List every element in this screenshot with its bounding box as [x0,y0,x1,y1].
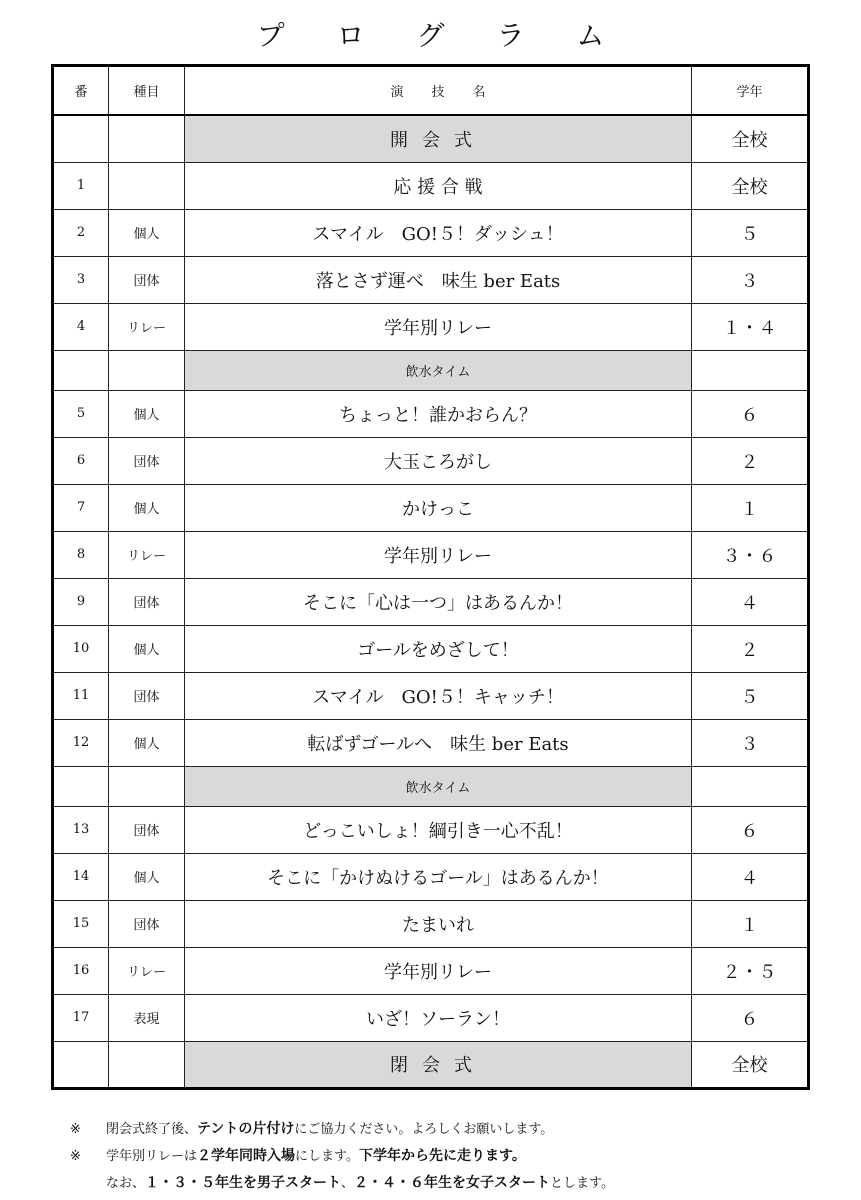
note-text: 閉会式終了後、 [106,1122,198,1137]
cell-no: 10 [53,625,109,672]
ceremony-row [53,1041,809,1088]
cell-no [53,1041,109,1088]
cell-grade: ４ [692,853,809,900]
cell-type: 個人 [109,853,185,900]
note-text: なお、 [106,1176,146,1191]
cell-grade: ３ [692,719,809,766]
cell-type [109,1041,185,1088]
cell-name: ゴールをめざして！ [185,625,692,672]
table-row [53,484,809,531]
table-row [53,853,809,900]
cell-grade [692,766,809,806]
cell-no: 6 [53,437,109,484]
break-row [53,350,809,390]
cell-name: いざ！ソーラン！ [185,994,692,1041]
note-2 [70,1143,850,1170]
cell-no: 5 [53,390,109,437]
cell-type: 団体 [109,256,185,303]
cell-no: 1 [53,162,109,209]
table-header-row [53,66,809,116]
cell-grade: ５ [692,209,809,256]
table-row [53,625,809,672]
cell-name: スマイル GO!５！キャッチ！ [185,672,692,719]
table-row [53,578,809,625]
table-row [53,994,809,1041]
cell-type: 団体 [109,578,185,625]
cell-name: 飲水タイム [185,766,692,806]
cell-name: 応 援 合 戦 [185,162,692,209]
cell-name: 飲水タイム [185,350,692,390]
table-row [53,437,809,484]
note-mark: ※ [70,1149,81,1164]
cell-grade: ３・６ [692,531,809,578]
cell-grade: ２ [692,625,809,672]
cell-name: そこに「心は一つ」はあるんか！ [185,578,692,625]
cell-grade: ２・５ [692,947,809,994]
table-row [53,900,809,947]
break-row [53,766,809,806]
cell-name: 落とさず運べ 味生 ber Eats [185,256,692,303]
table-row [53,256,809,303]
note-text: 学年別リレーは [106,1149,198,1164]
table-row [53,162,809,209]
cell-no: 2 [53,209,109,256]
cell-name: 閉会式 [185,1041,692,1088]
note-emphasis: テントの片付け [197,1121,295,1137]
cell-grade: １ [692,900,809,947]
cell-grade: １・４ [692,303,809,350]
cell-type: 個人 [109,390,185,437]
cell-name: 大玉ころがし [185,437,692,484]
cell-no: 15 [53,900,109,947]
cell-name: たまいれ [185,900,692,947]
cell-no: 16 [53,947,109,994]
cell-name: 学年別リレー [185,303,692,350]
note-1 [70,1116,850,1143]
table-row [53,672,809,719]
cell-no: 8 [53,531,109,578]
cell-grade: ５ [692,672,809,719]
cell-no: 9 [53,578,109,625]
cell-name: 転ばずゴールへ 味生 ber Eats [185,719,692,766]
cell-grade: １ [692,484,809,531]
note-text: にご協力ください。よろしくお願いします。 [294,1122,554,1137]
table-row [53,303,809,350]
header-name: 演技名 [185,66,692,116]
cell-grade: 全校 [692,115,809,162]
note-text: とします。 [550,1176,614,1191]
program-rows [53,115,809,1088]
cell-grade: 全校 [692,1041,809,1088]
table-row [53,531,809,578]
header-type: 種目 [109,66,185,116]
cell-type [109,350,185,390]
cell-name: 学年別リレー [185,947,692,994]
cell-no: 3 [53,256,109,303]
note-3 [70,1170,850,1197]
page-title: プログラム [256,19,657,52]
cell-name: ちょっと！誰かおらん？ [185,390,692,437]
cell-no [53,115,109,162]
cell-type: 個人 [109,625,185,672]
note-mark: ※ [70,1122,81,1137]
table-row [53,806,809,853]
cell-type: 個人 [109,719,185,766]
cell-grade: ３ [692,256,809,303]
cell-grade: ２ [692,437,809,484]
header-no: 番 [53,66,109,116]
cell-name: そこに「かけぬけるゴール」はあるんか！ [185,853,692,900]
cell-grade: ６ [692,390,809,437]
note-text: にします。 [295,1149,359,1164]
cell-type: 団体 [109,806,185,853]
cell-type: 団体 [109,900,185,947]
note-emphasis: 下学年から先に走ります。 [358,1148,526,1164]
cell-name: かけっこ [185,484,692,531]
cell-name: スマイル GO!５！ダッシュ！ [185,209,692,256]
cell-no: 13 [53,806,109,853]
cell-type: 個人 [109,484,185,531]
cell-type [109,115,185,162]
note-text: 、 [341,1176,355,1191]
table-row [53,947,809,994]
cell-name: 開会式 [185,115,692,162]
table-row [53,719,809,766]
cell-no: 14 [53,853,109,900]
cell-no: 17 [53,994,109,1041]
note-emphasis: １・３・５年生を男子スタート [145,1175,342,1191]
cell-type: リレー [109,303,185,350]
cell-no: 4 [53,303,109,350]
cell-type: 団体 [109,672,185,719]
cell-no: 12 [53,719,109,766]
header-grade: 学年 [692,66,809,116]
cell-type: リレー [109,531,185,578]
cell-no: 11 [53,672,109,719]
cell-type [109,766,185,806]
cell-grade: ６ [692,994,809,1041]
cell-type: 表現 [109,994,185,1041]
table-row [53,209,809,256]
program-table [51,64,810,1090]
cell-grade: 全校 [692,162,809,209]
cell-grade [692,350,809,390]
cell-no: 7 [53,484,109,531]
cell-type: 団体 [109,437,185,484]
cell-type: リレー [109,947,185,994]
table-row [53,390,809,437]
cell-grade: ６ [692,806,809,853]
cell-type [109,162,185,209]
notes [70,1116,850,1197]
cell-name: どっこいしょ！綱引き一心不乱！ [185,806,692,853]
cell-no [53,350,109,390]
cell-type: 個人 [109,209,185,256]
note-emphasis: ２学年同時入場 [197,1148,296,1164]
cell-name: 学年別リレー [185,531,692,578]
cell-no [53,766,109,806]
ceremony-row [53,115,809,162]
cell-grade: ４ [692,578,809,625]
note-emphasis: ２・４・６年生を女子スタート [354,1175,551,1191]
